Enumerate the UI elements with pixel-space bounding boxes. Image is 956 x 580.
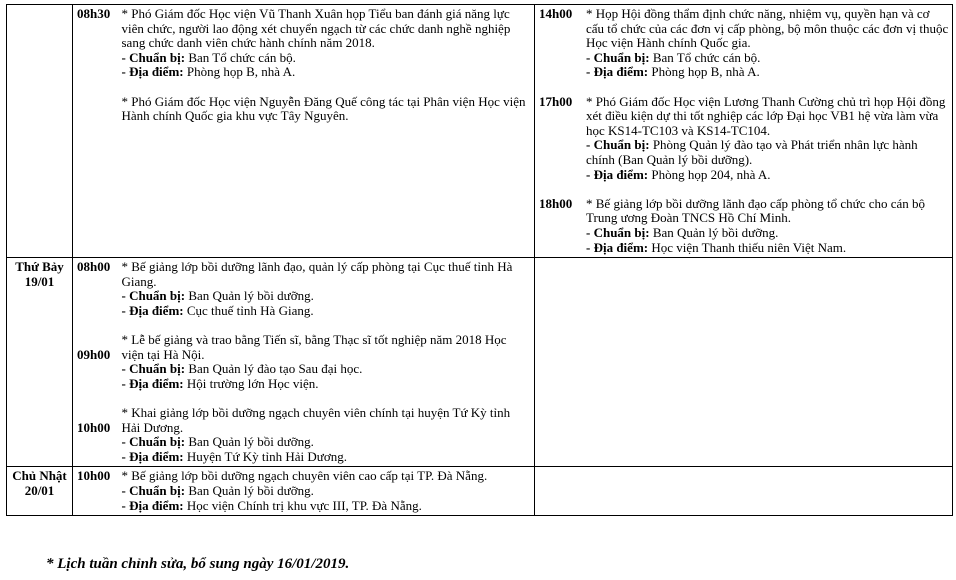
location-value: Phòng họp 204, nhà A. [651,166,771,182]
morning-activities [120,467,535,516]
afternoon-activities [582,467,953,516]
location-label: - Địa điểm: [121,64,184,80]
morning-activities [120,5,535,258]
event-item [122,333,532,391]
event-time: 08h30 [77,6,111,21]
prep-label: - Chuẩn bị: [586,49,650,65]
location-label: - Địa điểm: [586,64,649,80]
day-date: 20/01 [24,483,55,498]
event-time: 09h00 [77,346,111,362]
afternoon-activities [535,5,953,258]
event-item [539,7,949,80]
location-value: Học viện Thanh thiếu niên Việt Nam. [651,239,847,255]
event-description: * Lễ bế giảng và trao bằng Tiến sĩ, bằng Thạc sĩ tốt nghiệp năm 2018 Học viện tại Hà Nội. [121,332,507,362]
prep-value: Phòng Quản lý đào tạo và Phát triển nhân lực hành chính (Ban Quản lý bồi dưỡng). [586,137,918,167]
event-item [122,95,532,124]
location-label: - Địa điểm: [121,497,184,513]
event-item [122,406,532,464]
prep-label: - Chuẩn bị: [586,137,650,153]
day-name: Chủ Nhật [12,468,67,484]
prep-value: Ban Quản lý bồi dưỡng. [188,483,314,498]
prep-label: - Chuẩn bị: [586,224,650,240]
event-item [539,95,949,183]
event-description: * Phó Giám đốc Học viện Lương Thanh Cường chủ trì họp Hội đồng xét điều kiện dự thi tốt nghiệp các lớp Đại học VB1 hệ vừa làm vừa học KS14-TC103 và KS14-TC104. [586,93,946,138]
event-description: * Khai giảng lớp bồi dưỡng ngạch chuyên viên chính tại huyện Tứ Kỳ tỉnh Hải Dương. [121,405,511,435]
event-time: 08h00 [77,259,111,275]
day-date: 19/01 [24,273,55,289]
event-item [122,469,532,513]
day-name: Thứ Bảy [15,259,64,275]
schedule-table [6,4,953,516]
event-description: * Họp Hội đồng thẩm định chức năng, nhiệm vụ, quyền hạn và cơ cấu tổ chức của các đơn vị cấp phòng, bộ môn thuộc các đơn vị thuộc Học viện Hành chính Quốc gia. [586,6,949,51]
event-description: * Bế giảng lớp bồi dưỡng lãnh đạo, quản lý cấp phòng tại Cục thuế tỉnh Hà Giang. [121,259,513,289]
afternoon-activities [582,258,953,467]
prep-label: - Chuẩn bị: [121,483,186,498]
location-value: Hội trường lớn Học viện. [186,375,319,391]
day-cell [7,258,73,467]
footnote: * Lịch tuần chỉnh sửa, bổ sung ngày 16/01/2019. [46,556,350,572]
day-cell [7,467,73,516]
time-column [535,258,582,467]
prep-value: Ban Quản lý bồi dưỡng. [188,434,314,450]
prep-value: Ban Quản lý đào tạo Sau đại học. [188,361,363,377]
location-value: Phòng họp B, nhà A. [186,64,296,80]
event-time: 14h00 [539,6,573,21]
time-column [73,258,120,467]
event-item [539,197,949,255]
event-time: 17h00 [539,93,573,109]
location-label: - Địa điểm: [586,239,649,255]
event-item [122,7,532,80]
day-cell [7,5,73,258]
location-value: Phòng họp B, nhà A. [651,64,760,80]
table-row [7,258,953,467]
prep-label: - Chuẩn bị: [121,361,186,377]
time-column [73,5,120,258]
table-row [7,467,953,516]
time-column [73,467,120,516]
prep-value: Ban Tổ chức cán bộ. [652,49,761,65]
prep-value: Ban Quản lý bồi dưỡng. [652,224,779,240]
event-description: * Bế giảng lớp bồi dưỡng lãnh đạo cấp phòng tổ chức cho cán bộ Trung ương Đoàn TNCS Hồ Chí Minh. [586,195,926,226]
location-label: - Địa điểm: [121,375,184,391]
prep-label: - Chuẩn bị: [121,434,186,450]
prep-value: Ban Quản lý bồi dưỡng. [188,288,314,304]
location-value: Huyện Tứ Kỳ tỉnh Hải Dương. [186,448,347,464]
location-label: - Địa điểm: [586,166,649,182]
event-time: 18h00 [539,195,573,211]
event-description: * Phó Giám đốc Học viện Vũ Thanh Xuân họp Tiểu ban đánh giá năng lực viên chức, người lao động xét chuyển ngạch từ các chức danh nghề nghiệp sang chức danh viên chức hành chính năm 2018. [121,6,511,51]
event-description: * Phó Giám đốc Học viện Nguyễn Đăng Quế công tác tại Phân viện Học viện Hành chính Quốc gia khu vực Tây Nguyên. [121,93,526,124]
location-value: Cục thuế tỉnh Hà Giang. [186,302,314,318]
event-time: 10h00 [77,419,111,435]
location-value: Học viện Chính trị khu vực III, TP. Đà Nẵng. [186,497,422,513]
location-label: - Địa điểm: [121,448,184,464]
table-row [7,5,953,258]
event-item [122,260,532,318]
prep-label: - Chuẩn bị: [121,49,186,65]
morning-activities [120,258,535,467]
event-time: 10h00 [77,468,111,484]
event-description: * Bế giảng lớp bồi dưỡng ngạch chuyên viên cao cấp tại TP. Đà Nẵng. [121,468,488,484]
prep-label: - Chuẩn bị: [121,288,186,304]
prep-value: Ban Tổ chức cán bộ. [188,49,296,65]
location-label: - Địa điểm: [121,302,184,318]
time-column [535,467,582,516]
